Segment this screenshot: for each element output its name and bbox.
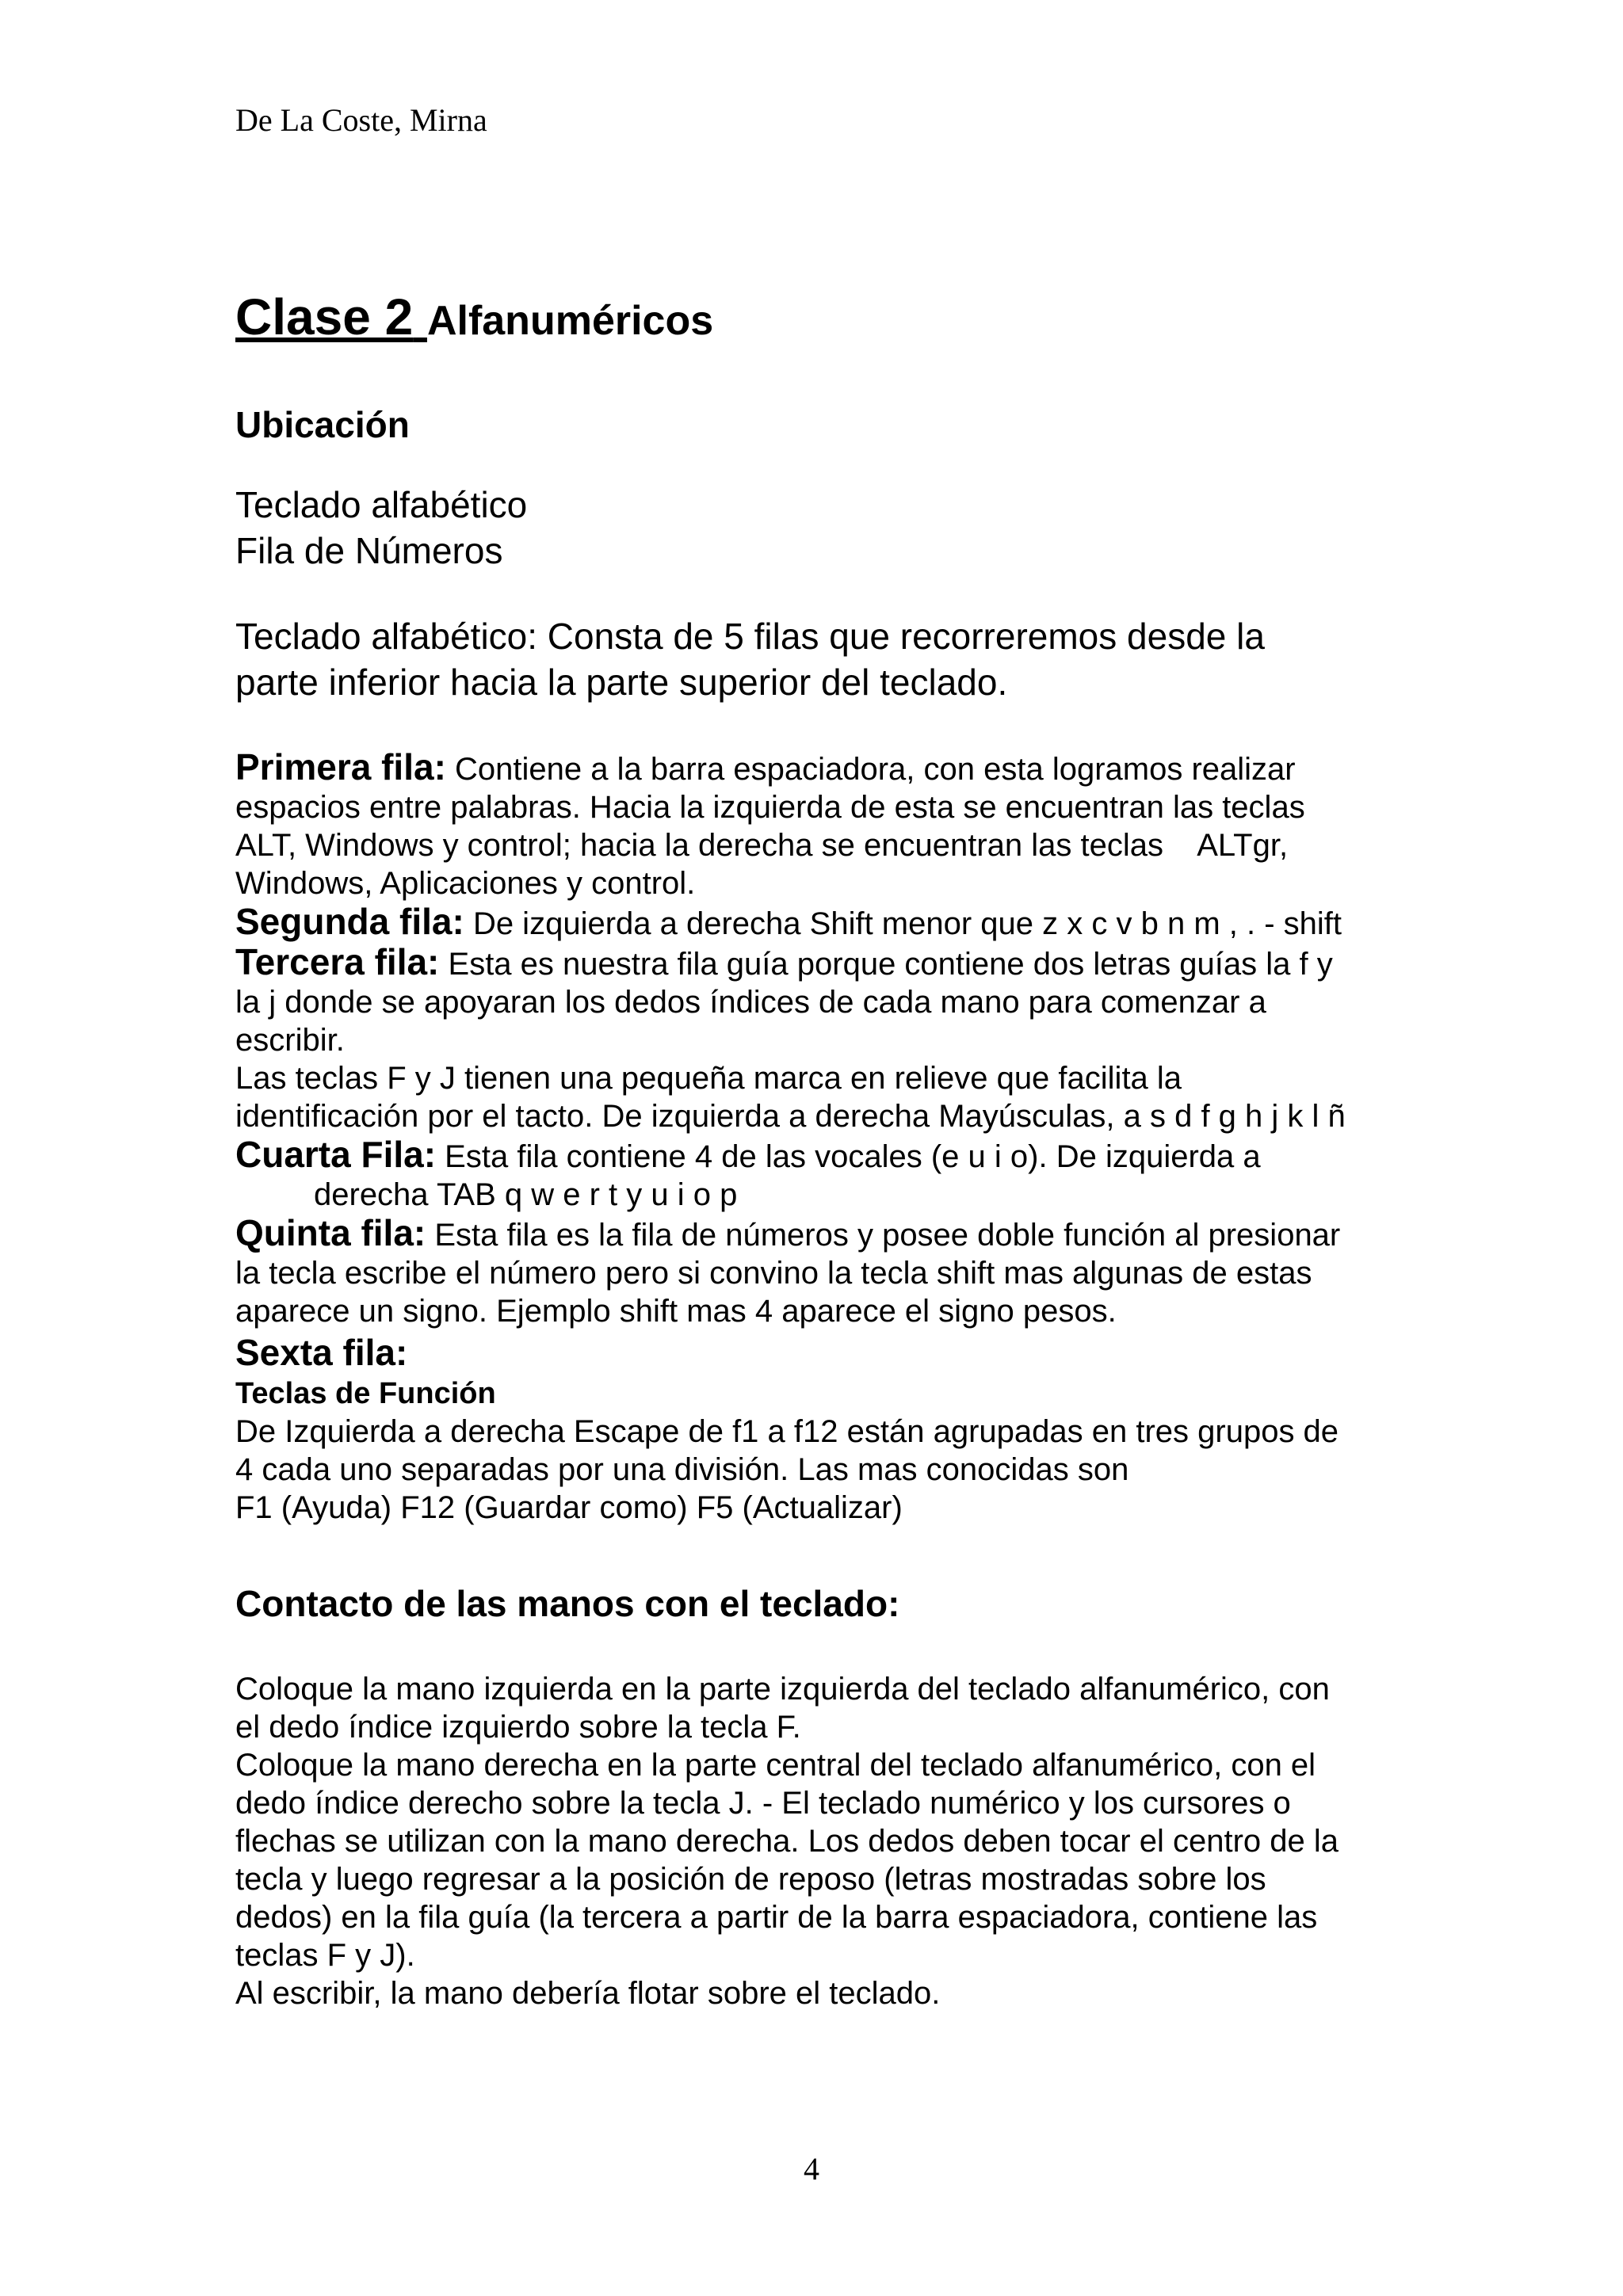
contacto-paragraph bbox=[235, 1670, 1440, 2012]
running-header-author: De La Coste, Mirna bbox=[235, 102, 487, 138]
row-text: espacios entre palabras. Hacia la izquierda de esta se encuentran las teclas bbox=[235, 790, 1305, 825]
contacto-line: el dedo índice izquierdo sobre la tecla F. bbox=[235, 1710, 801, 1745]
row-text: Esta fila contiene 4 de las vocales (e u i o). De izquierda a bbox=[445, 1139, 1261, 1174]
row-text: 4 cada uno separadas por una división. Las mas conocidas son bbox=[235, 1452, 1129, 1487]
contacto-line: dedos) en la fila guía (la tercera a partir de la barra espaciadora, contiene las bbox=[235, 1900, 1318, 1935]
row-label: Cuarta Fila: bbox=[235, 1134, 437, 1175]
row-text: Windows, Aplicaciones y control. bbox=[235, 866, 696, 901]
row-text: De Izquierda a derecha Escape de f1 a f12 están agrupadas en tres grupos de bbox=[235, 1414, 1339, 1449]
intro-line: parte inferior hacia la parte superior del teclado. bbox=[235, 662, 1008, 703]
row-text: la tecla escribe el número pero si convino la tecla shift mas algunas de estas bbox=[235, 1256, 1312, 1291]
ubicacion-item: Teclado alfabético bbox=[235, 484, 528, 525]
row-text: identificación por el tacto. De izquierda a derecha Mayúsculas, a s d f g h j k l ñ bbox=[235, 1099, 1346, 1134]
contacto-line: Coloque la mano izquierda en la parte izquierda del teclado alfanumérico, con bbox=[235, 1672, 1330, 1707]
contacto-line: Coloque la mano derecha en la parte central del teclado alfanumérico, con el bbox=[235, 1748, 1316, 1783]
contacto-line: tecla y luego regresar a la posición de reposo (letras mostradas sobre los bbox=[235, 1862, 1266, 1897]
row-text: escribir. bbox=[235, 1023, 345, 1058]
row-text: Esta es nuestra fila guía porque contiene dos letras guías la f y bbox=[448, 947, 1333, 982]
row-text: aparece un signo. Ejemplo shift mas 4 aparece el signo pesos. bbox=[235, 1294, 1117, 1329]
title-subtitle: Alfanuméricos bbox=[426, 298, 714, 344]
contacto-line: dedo índice derecho sobre la tecla J. - El teclado numérico y los cursores o bbox=[235, 1786, 1291, 1821]
row-label: Tercera fila: bbox=[235, 941, 440, 982]
row-text: ALT, Windows y control; hacia la derecha se encuentran las teclas ALTgr, bbox=[235, 828, 1289, 863]
row-text: Esta fila es la fila de números y posee doble función al presionar bbox=[434, 1218, 1341, 1253]
ubicacion-list bbox=[235, 482, 527, 574]
keyboard-rows-section bbox=[235, 748, 1440, 1527]
row-text: la j donde se apoyaran los dedos índices de cada mano para comenzar a bbox=[235, 985, 1266, 1020]
row-primera bbox=[235, 748, 1440, 902]
title-clase: Clase 2 bbox=[235, 288, 414, 345]
heading-contacto: Contacto de las manos con el teclado: bbox=[235, 1583, 900, 1624]
row-label: Quinta fila: bbox=[235, 1212, 426, 1253]
contacto-line: flechas se utilizan con la mano derecha. Los dedos deben tocar el centro de la bbox=[235, 1824, 1338, 1859]
row-text: De izquierda a derecha Shift menor que z x c v b n m , . - shift bbox=[472, 906, 1342, 941]
ubicacion-item: Fila de Números bbox=[235, 530, 503, 571]
row-quinta bbox=[235, 1214, 1440, 1330]
page-number: 4 bbox=[804, 2151, 819, 2187]
row-cuarta-continuation: derecha TAB q w e r t y u i o p bbox=[314, 1177, 738, 1212]
contacto-line: Al escribir, la mano debería flotar sobre el teclado. bbox=[235, 1976, 941, 2011]
row-label: Segunda fila: bbox=[235, 901, 464, 942]
heading-ubicacion: Ubicación bbox=[235, 404, 410, 445]
teclas-funcion-heading: Teclas de Función bbox=[235, 1377, 496, 1410]
row-text: Las teclas F y J tienen una pequeña marca en relieve que facilita la bbox=[235, 1061, 1182, 1096]
row-text: Contiene a la barra espaciadora, con esta logramos realizar bbox=[455, 752, 1296, 787]
row-label: Primera fila: bbox=[235, 746, 446, 788]
contacto-line: teclas F y J). bbox=[235, 1938, 415, 1973]
row-tercera bbox=[235, 943, 1440, 1135]
row-sexta bbox=[235, 1413, 1440, 1527]
row-cuarta bbox=[235, 1135, 1440, 1176]
document-title bbox=[235, 287, 713, 361]
row-segunda bbox=[235, 902, 1440, 943]
intro-paragraph bbox=[235, 613, 1440, 705]
intro-line: Teclado alfabético: Consta de 5 filas que recorreremos desde la bbox=[235, 616, 1265, 657]
row-text: F1 (Ayuda) F12 (Guardar como) F5 (Actualizar) bbox=[235, 1490, 903, 1525]
row-sexta-label: Sexta fila: bbox=[235, 1332, 408, 1373]
